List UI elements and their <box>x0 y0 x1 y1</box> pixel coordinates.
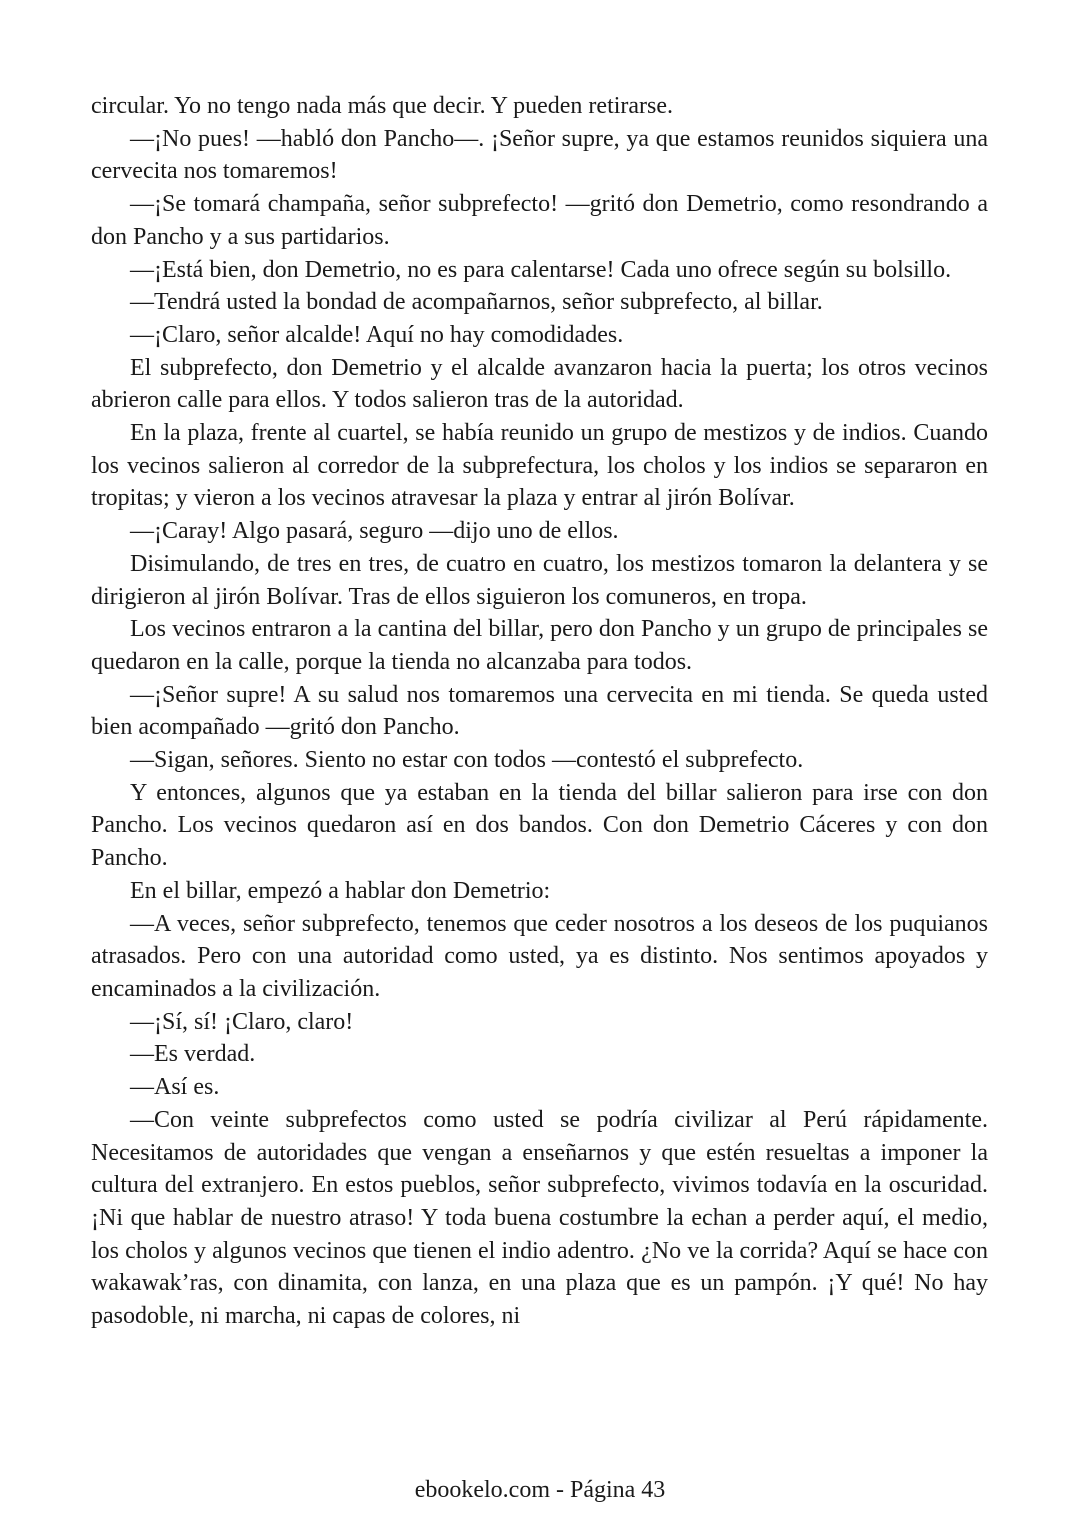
paragraph: —¡Se tomará champaña, señor subprefecto! —gritó don Demetrio, como resondrando a don Pancho y a sus partidarios. <box>91 191 988 250</box>
paragraph: En la plaza, frente al cuartel, se había reunido un grupo de mestizos y de indios. Cuando los vecinos salieron al corredor de la subprefectura, los cholos y los indios se separaron en tropitas; y vieron a los vecinos atravesar la plaza y entrar al jirón Bolívar. <box>91 420 988 512</box>
paragraph: —¡Está bien, don Demetrio, no es para calentarse! Cada uno ofrece según su bolsillo. <box>130 256 952 283</box>
paragraph: —Así es. <box>130 1074 220 1101</box>
paragraph: —Sigan, señores. Siento no estar con todos —contestó el subprefecto. <box>130 747 804 774</box>
paragraph: —Con veinte subprefectos como usted se podría civilizar al Perú rápidamente. Necesitamos de autoridades que vengan a enseñarnos y que estén resueltas a imponer la cultura del extranjero. En estos pueblos, señor subprefecto, vivimos todavía en la oscuridad. ¡Ni que hablar de nuestro atraso! Y toda buena costumbre la echan a perder aquí, el medio, los cholos y algunos vecinos que tienen el indio adentro. ¿No ve la corrida? Aquí se hace con wakawak’ras, con dinamita, con lanza, en una plaza que es un pampón. ¡Y qué! No hay pasodoble, ni marcha, ni capas de colores, ni <box>91 1106 988 1330</box>
page-body <box>91 90 988 1333</box>
paragraph: —¡Claro, señor alcalde! Aquí no hay comodidades. <box>130 321 624 348</box>
paragraph: —¡Sí, sí! ¡Claro, claro! <box>130 1008 354 1035</box>
paragraph: —¡Señor supre! A su salud nos tomaremos una cervecita en mi tienda. Se queda usted bien acompañado —gritó don Pancho. <box>91 681 988 741</box>
paragraph: circular. Yo no tengo nada más que decir. Y pueden retirarse. <box>91 93 674 119</box>
paragraph: —Es verdad. <box>130 1041 256 1068</box>
paragraph: En el billar, empezó a hablar don Demetrio: <box>130 877 551 904</box>
page-footer: ebookelo.com - Página 43 <box>414 1477 666 1503</box>
paragraph: —A veces, señor subprefecto, tenemos que ceder nosotros a los deseos de los puquianos atrasados. Pero con una autoridad como usted, ya es distinto. Nos sentimos apoyados y encaminados a la civilización. <box>91 910 988 1002</box>
paragraph: —¡Caray! Algo pasará, seguro —dijo uno de ellos. <box>130 518 619 545</box>
paragraph: El subprefecto, don Demetrio y el alcalde avanzaron hacia la puerta; los otros vecinos abrieron calle para ellos. Y todos salieron tras de la autoridad. <box>91 354 988 414</box>
paragraph: —Tendrá usted la bondad de acompañarnos, señor subprefecto, al billar. <box>130 289 823 316</box>
paragraph: Disimulando, de tres en tres, de cuatro en cuatro, los mestizos tomaron la delantera y se dirigieron al jirón Bolívar. Tras de ellos siguieron los comuneros, en tropa. <box>91 550 988 610</box>
paragraph: —¡No pues! —habló don Pancho—. ¡Señor supre, ya que estamos reunidos siquiera una cervecita nos tomaremos! <box>91 125 988 185</box>
paragraph: Y entonces, algunos que ya estaban en la tienda del billar salieron para irse con don Pancho. Los vecinos quedaron así en dos bandos. Con don Demetrio Cáceres y con don Pancho. <box>91 779 988 872</box>
paragraph: Los vecinos entraron a la cantina del billar, pero don Pancho y un grupo de principales se quedaron en la calle, porque la tienda no alcanzaba para todos. <box>91 616 988 675</box>
